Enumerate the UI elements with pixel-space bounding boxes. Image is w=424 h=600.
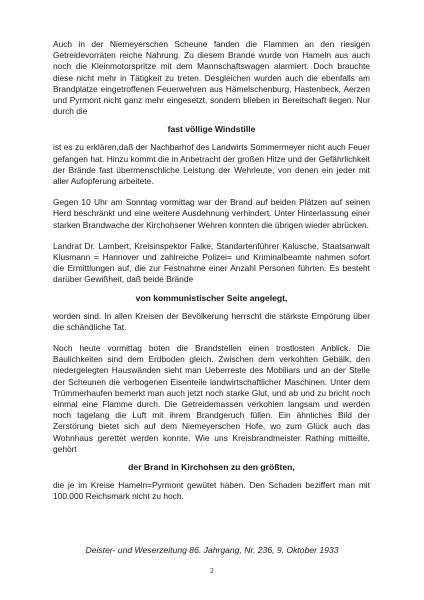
page-number: 2 <box>210 566 214 575</box>
subheading-kommunistisch: von kommunistischer Seite angelegt, <box>135 292 288 303</box>
subheading-brand-kirchohsen: der Brand in Kirchohsen zu den größten, <box>128 462 295 473</box>
body-paragraph-4: Landrat Dr. Lambert, Kreisinspektor Falke, Standartenführer Kalusche, Staatsanwalt Klusmann = Hannover und zahlreiche Polizei= und Kriminalbeamte nahmen sofort die Ermittlungen auf, die zur Festnahme einer Anzahl Personen führten. Es besteht darüber Gewißheit, daß beide Brände <box>53 240 370 285</box>
source-citation: Deister- und Weserzeitung 86. Jahrgang, Nr. 236, 9. Oktober 1933 <box>85 545 339 555</box>
body-paragraph-1: Auch in der Niemeyerschen Scheune fanden die Flammen an den riesigen Getreidevorräten reiche Nahrung. Zu diesem Brande wurde von Hameln aus auch noch die Kleinmotorspritze mit dem Mannschaftswagen alarmiert. Doch brauchte diese nicht mehr in Tätigkeit zu treten. Desgleichen wurden auch die ebenfalls am Brandplatze eingetroffenen Feuerwehren aus Hämelschenburg, Hastenbeck, Aerzen und Pyrmont nicht ganz mehr eingesetzt, sondern blieben in Bereitschaft liegen. Nur durch die <box>53 39 370 117</box>
body-paragraph-3: Gegen 10 Uhr am Sonntag vormittag war der Brand auf beiden Plätzen auf seinen Herd beschränkt und eine weitere Ausdehnung verhindert. Unter Hinterlassung einer starken Brandwache der Kirchohsener Wehren konnten die übrigen wieder abrücken. <box>53 197 370 230</box>
body-paragraph-5: worden sind. In allen Kreisen der Bevölkerung herrscht die stärkste Empörung über die schändliche Tat. <box>53 310 370 332</box>
subheading-windstille: fast völlige Windstille <box>167 124 256 135</box>
body-paragraph-6: Noch heute vormittag boten die Brandstellen einen trostlosten Anblick. Die Baulichkeiten sind dem Erdboden gleich. Zwischen dem verkohlten Gebälk, den niedergelegten Hauswänden sieht man Ueberreste des Mobiliars und an der Stelle der Scheunen die verbogenen Eisenteile landwirtschaftlicher Maschinen. Unter dem Trümmerhaufen bemerkt man auch jetzt noch starke Glut, und ab und zu bricht noch einmal eine Flamme durch. Die Getreidemassen verkohlen langsam und werden noch tagelang die Luft mit ihrem Brandgeruch füllen. Ein ähnliches Bild der Zerstörung bietet sich auf dem Niemeyerschen Hofe, wo zum Glück auch das Wohnhaus gerettet werden konnte. Wie uns Kreisbrandmeister Rathing mitteilte, gehört <box>53 343 370 454</box>
body-paragraph-7: die je im Kreise Hameln=Pyrmont gewütet haben. Den Schaden beziffert man mit 100.000 Reichsmark nicht zu hoch. <box>53 480 370 502</box>
body-paragraph-2: ist es zu erklären,daß der Nachbarhof des Landwirts Sommermeyer nicht auch Feuer gefangen hat. Hinzu kommt die in Anbetracht der großen Hitze und der Gefährlichkeit der Brände fast übermenschliche Leistung der Wehrleute, von denen ein jeder mit aller Aufopferung arbeitete. <box>53 142 370 187</box>
